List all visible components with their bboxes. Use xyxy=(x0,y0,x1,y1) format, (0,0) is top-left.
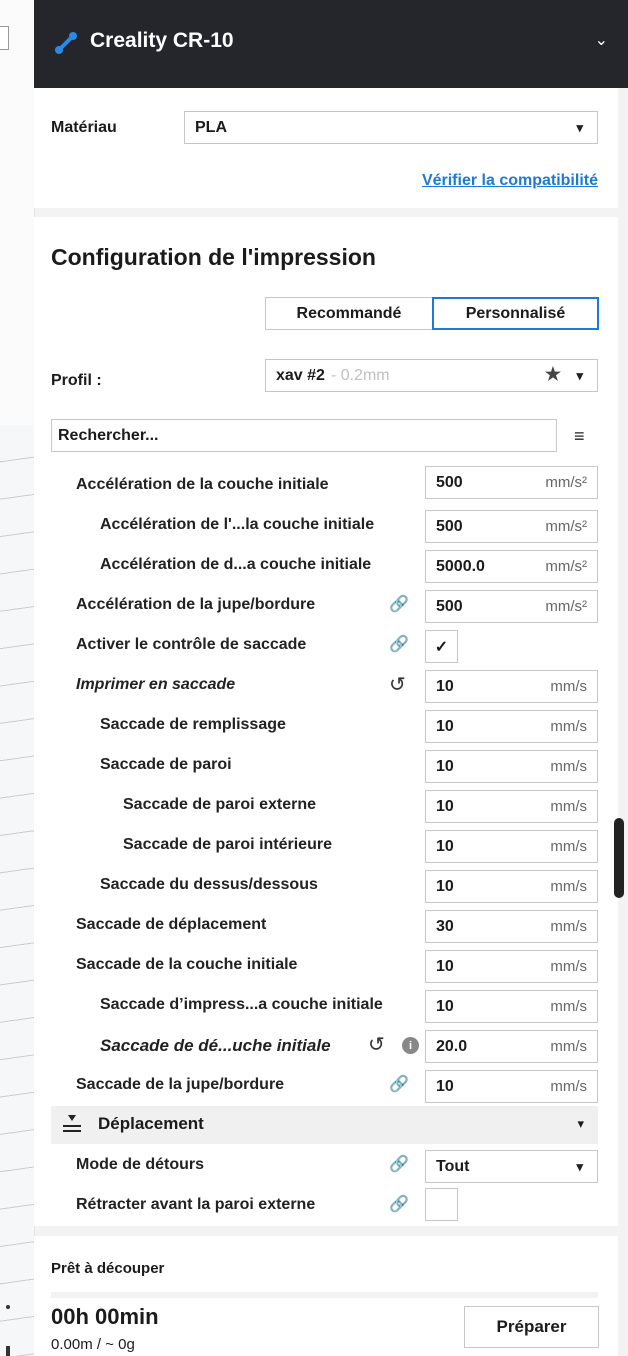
setting-label: Saccade de paroi intérieure xyxy=(123,836,332,853)
link-icon[interactable]: 🔗 xyxy=(389,636,409,653)
setting-row xyxy=(34,948,618,988)
setting-label: Activer le contrôle de saccade xyxy=(76,636,307,653)
setting-value-field[interactable]: 10 mm/s xyxy=(425,830,598,863)
tab-custom[interactable]: Personnalisé xyxy=(432,297,599,330)
travel-icon xyxy=(61,1113,83,1135)
setting-label: Saccade de paroi xyxy=(100,756,232,773)
setting-row xyxy=(34,828,618,868)
setting-value-field[interactable]: 20.0 mm/s xyxy=(425,1030,598,1063)
profile-value: xav #2 xyxy=(276,366,325,384)
retract-outer-wall-checkbox[interactable] xyxy=(425,1188,458,1221)
chevron-down-icon: ▾ xyxy=(576,1158,583,1174)
setting-value-field[interactable]: 500 mm/s² xyxy=(425,466,598,499)
chevron-down-icon[interactable]: ⌄ xyxy=(594,32,608,49)
combing-mode-value: Tout xyxy=(436,1157,470,1175)
menu-icon[interactable]: ≡ xyxy=(574,426,585,446)
setting-row xyxy=(34,788,618,828)
setting-value-field[interactable]: 5000.0 mm/s² xyxy=(425,550,598,583)
print-time: 00h 00min xyxy=(51,1304,159,1329)
setting-label: Rétracter avant la paroi externe xyxy=(76,1196,316,1213)
setting-label: Accélération de la jupe/bordure xyxy=(76,596,316,613)
link-icon[interactable]: 🔗 xyxy=(389,1076,409,1093)
setting-value-field[interactable]: 10 mm/s xyxy=(425,670,598,703)
viewport-marker xyxy=(6,1305,10,1309)
print-setup-section xyxy=(34,217,618,1226)
setting-value-field[interactable]: 500 mm/s² xyxy=(425,510,598,543)
setting-row xyxy=(34,508,618,548)
setting-label: Imprimer en saccade xyxy=(76,676,236,693)
setting-value-field[interactable]: 10 mm/s xyxy=(425,990,598,1023)
build-plate-grid xyxy=(0,425,34,1356)
setting-label: Saccade de déplacement xyxy=(76,916,267,933)
profile-detail: - 0.2mm xyxy=(330,366,390,384)
material-section xyxy=(34,88,618,208)
chevron-down-icon: ▾ xyxy=(576,367,583,383)
setting-row xyxy=(34,668,618,708)
star-icon[interactable]: ★ xyxy=(544,364,561,384)
check-compatibility-link[interactable]: Vérifier la compatibilité xyxy=(421,172,598,189)
setting-row xyxy=(34,588,618,628)
setting-row xyxy=(34,988,618,1028)
reset-icon[interactable]: ↺ xyxy=(389,674,406,696)
setting-label: Accélération de d...a couche initiale xyxy=(100,556,372,573)
reset-icon[interactable]: ↺ xyxy=(368,1034,385,1056)
setting-value-field[interactable]: 10 mm/s xyxy=(425,1070,598,1103)
setting-value-field[interactable]: 10 mm/s xyxy=(425,870,598,903)
settings-search-input[interactable] xyxy=(51,419,557,452)
divider xyxy=(51,1292,598,1298)
material-select[interactable] xyxy=(184,111,598,144)
setting-row xyxy=(34,708,618,748)
setting-label: Saccade de remplissage xyxy=(100,716,286,733)
setting-row xyxy=(34,628,618,668)
tab-recommended[interactable]: Recommandé xyxy=(265,297,433,330)
print-settings-panel xyxy=(34,0,628,1356)
printer-name: Creality CR-10 xyxy=(90,29,234,52)
setting-row xyxy=(34,548,618,588)
search-placeholder: Rechercher... xyxy=(58,426,159,444)
setting-value-field[interactable]: 10 mm/s xyxy=(425,750,598,783)
slice-status: Prêt à découper xyxy=(51,1260,165,1277)
material-label: Matériau xyxy=(51,119,117,136)
setting-row xyxy=(34,748,618,788)
viewport-marker xyxy=(6,1346,10,1356)
setting-label: Saccade de la couche initiale xyxy=(76,956,298,973)
setting-label: Saccade de paroi externe xyxy=(123,796,316,813)
printer-selector[interactable] xyxy=(34,0,628,88)
setting-row xyxy=(34,868,618,908)
setting-row xyxy=(34,1068,618,1108)
setting-row xyxy=(34,468,618,508)
link-icon[interactable]: 🔗 xyxy=(389,1156,409,1173)
setting-label: Saccade d’impress...a couche initiale xyxy=(100,996,383,1013)
slice-status-section xyxy=(34,1236,618,1356)
profile-label: Profil : xyxy=(51,372,102,389)
setting-value-field[interactable]: 30 mm/s xyxy=(425,910,598,943)
chevron-down-icon: ▾ xyxy=(577,1116,584,1131)
link-icon[interactable]: 🔗 xyxy=(389,596,409,613)
combing-mode-select[interactable] xyxy=(425,1150,598,1183)
print-setup-title: Configuration de l'impression xyxy=(51,244,376,270)
viewport-toolbar-edge xyxy=(0,26,9,50)
setting-value-field[interactable]: 10 mm/s xyxy=(425,950,598,983)
travel-section-title: Déplacement xyxy=(98,1114,204,1133)
setting-row xyxy=(34,908,618,948)
material-amount: 0.00m / ~ 0g xyxy=(51,1336,135,1353)
info-icon[interactable]: i xyxy=(402,1037,419,1054)
travel-section-header[interactable] xyxy=(51,1106,598,1144)
chevron-down-icon: ▾ xyxy=(576,119,583,135)
setting-label: Accélération de la couche initiale xyxy=(76,476,329,493)
setting-value-field[interactable]: 10 mm/s xyxy=(425,710,598,743)
setting-row xyxy=(34,1028,618,1068)
material-value: PLA xyxy=(195,118,227,136)
settings-scrollbar[interactable] xyxy=(614,818,624,898)
setting-row xyxy=(34,1148,618,1188)
setting-label: Saccade du dessus/dessous xyxy=(100,876,318,893)
setting-value-field[interactable]: 10 mm/s xyxy=(425,790,598,823)
setting-label: Accélération de l'...la couche initiale xyxy=(100,516,375,533)
profile-select[interactable] xyxy=(265,359,598,392)
setting-value-field[interactable]: 500 mm/s² xyxy=(425,590,598,623)
setting-label: Mode de détours xyxy=(76,1156,205,1173)
link-icon[interactable]: 🔗 xyxy=(389,1196,409,1213)
setting-label: Saccade de dé...uche initiale xyxy=(100,1036,331,1055)
printer-connection-icon xyxy=(53,30,79,56)
prepare-button[interactable]: Préparer xyxy=(464,1306,599,1348)
setting-row xyxy=(34,1188,618,1226)
3d-viewport[interactable] xyxy=(0,0,35,1356)
jerk-enabled-checkbox[interactable]: ✓ xyxy=(425,630,458,663)
setting-label: Saccade de la jupe/bordure xyxy=(76,1076,285,1093)
